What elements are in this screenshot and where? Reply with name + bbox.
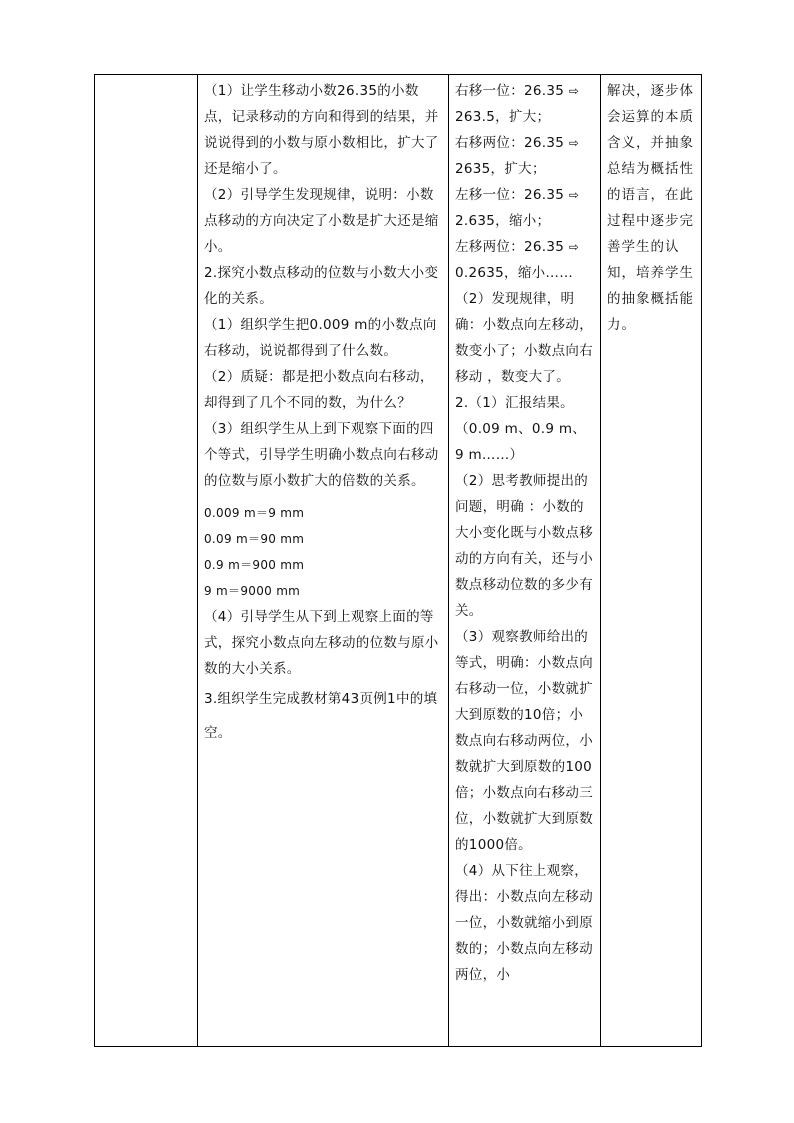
student-step-2-3: （3）观察教师给出的等式，明确：小数点向右移动一位，小数就扩大到原数的10倍；小数点向右移动两位，小数就扩大到原数的100倍；小数点向右移动三位，小数就扩大到原数的1000倍。 — [455, 629, 593, 853]
right-arrow-icon: ⇨ — [568, 84, 580, 98]
right-arrow-icon: ⇨ — [568, 188, 580, 202]
shift-line — [455, 78, 594, 130]
shift-line — [455, 234, 594, 286]
shift-result: 0.2635，缩小…… — [455, 265, 574, 281]
teacher-step-2-2: （2）质疑：都是把小数点向右移动，却得到了几个不同的数，为什么？ — [204, 369, 434, 411]
right-arrow-icon: ⇨ — [568, 240, 580, 254]
shift-line — [455, 182, 594, 234]
design-intent-cell — [601, 75, 702, 1047]
teacher-step-1-2: （2）引导学生发现规律，说明：小数点移动的方向决定了小数是扩大还是缩小。 — [204, 187, 439, 255]
teacher-step-1-1: （1）让学生移动小数26.35的小数点，记录移动的方向和得到的结果，并说说得到的小数与原小数相比，扩大了还是缩小了。 — [204, 83, 439, 177]
student-activity-cell — [449, 75, 601, 1047]
shift-label: 左移两位：26.35 — [455, 239, 565, 255]
teacher-step-3: 3.组织学生完成教材第43页例1中的填空。 — [204, 691, 438, 741]
design-intent-text: 解决，逐步体会运算的本质含义，并抽象总结为概括性的语言，在此过程中逐步完善学生的认知，培养学生的抽象概括能力。 — [607, 83, 694, 333]
teacher-activity-cell — [198, 75, 449, 1047]
empty-section-cell — [95, 75, 198, 1047]
teacher-step-2-4: （4）引导学生从下到上观察上面的等式，探究小数点向左移动的位数与原小数的大小关系。 — [204, 609, 439, 677]
student-step-1-2: （2）发现规律，明确：小数点向左移动，数变小了；小数点向右移动 ，数变大了。 — [455, 291, 593, 385]
right-arrow-icon: ⇨ — [568, 136, 580, 150]
lesson-plan-table — [94, 74, 702, 1047]
student-step-2-2: （2）思考教师提出的问题，明确 ：小数的大小变化既与小数点移动的方向有关，还与小数点移动位数的多少有关。 — [455, 473, 593, 619]
shift-result: 263.5，扩大； — [455, 109, 551, 125]
shift-label: 右移一位：26.35 — [455, 83, 565, 99]
student-step-2-1: 2.（1）汇报结果。（0.09 m、0.9 m、9 m……） — [455, 395, 587, 463]
equation-line: 9 m＝9000 mm — [204, 584, 301, 598]
shift-line — [455, 130, 594, 182]
equation-line: 0.009 m＝9 mm — [204, 506, 305, 520]
shift-label: 左移一位：26.35 — [455, 187, 565, 203]
student-step-2-4: （4）从下往上观察，得出：小数点向左移动一位，小数就缩小到原数的；小数点向左移动两位，小 — [455, 863, 593, 983]
teacher-step-2-3: （3）组织学生从上到下观察下面的四个等式，引导学生明确小数点向右移动的位数与原小数扩大的倍数的关系。 — [204, 421, 439, 489]
teacher-step-2-heading: 2.探究小数点移动的位数与小数大小变化的关系。 — [204, 265, 439, 307]
equation-line: 0.09 m＝90 mm — [204, 532, 305, 546]
equation-line: 0.9 m＝900 mm — [204, 558, 305, 572]
shift-result: 2.635，缩小； — [455, 213, 551, 229]
shift-result: 2635，扩大； — [455, 161, 546, 177]
teacher-step-2-1: （1）组织学生把0.009 m的小数点向右移动，说说都得到了什么数。 — [204, 317, 437, 359]
shift-label: 右移两位：26.35 — [455, 135, 565, 151]
table-row — [95, 75, 702, 1047]
